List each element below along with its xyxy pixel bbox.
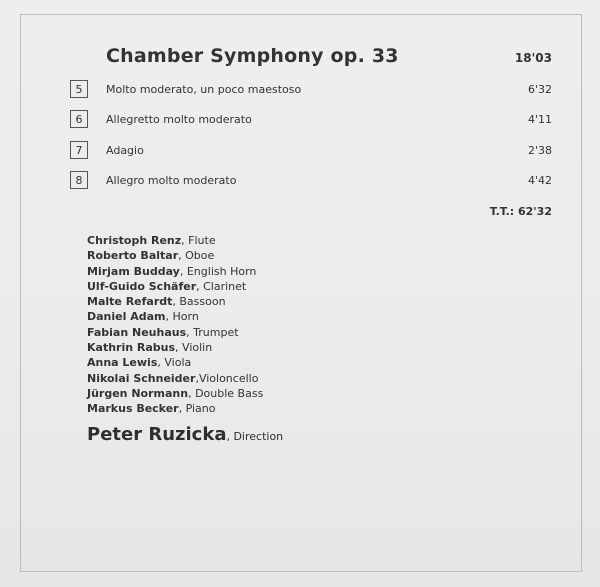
performer xyxy=(87,325,263,340)
track-title: Molto moderato, un poco maestoso xyxy=(106,83,302,96)
work-duration: 18'03 xyxy=(514,51,552,65)
performer xyxy=(87,248,263,263)
track-row xyxy=(70,110,552,130)
performer-role: , Clarinet xyxy=(196,279,247,293)
track-row xyxy=(70,80,552,100)
director-name: Peter Ruzicka xyxy=(87,424,227,445)
track-time: 4'11 xyxy=(527,113,552,126)
performer-role: ,Violoncello xyxy=(195,371,259,385)
performer-role: , Violin xyxy=(175,341,213,355)
performer xyxy=(87,264,263,279)
track-number: 7 xyxy=(70,141,88,159)
performer xyxy=(87,371,263,386)
performer-name: Kathrin Rabus xyxy=(87,341,176,355)
performer-name: Mirjam Budday xyxy=(87,264,180,278)
performer-role: , Bassoon xyxy=(172,295,226,309)
director-role: , Direction xyxy=(226,430,284,443)
performer-name: Nikolai Schneider xyxy=(87,371,196,385)
performer-role: , Oboe xyxy=(178,249,215,263)
performer xyxy=(87,340,263,355)
track-number: 5 xyxy=(70,80,88,98)
performer-role: , Horn xyxy=(165,310,199,324)
performer-role: , Trumpet xyxy=(186,325,239,339)
performer-name: Daniel Adam xyxy=(87,310,166,324)
performer-name: Christoph Renz xyxy=(87,234,182,247)
performer-name: Anna Lewis xyxy=(87,356,158,370)
track-time: 6'32 xyxy=(527,83,552,96)
performer xyxy=(87,279,263,294)
performer xyxy=(87,309,263,324)
performer xyxy=(87,355,263,370)
performer xyxy=(87,401,263,416)
performer-role: , Viola xyxy=(157,356,192,370)
work-title: Chamber Symphony op. 33 xyxy=(106,45,399,67)
track-row xyxy=(70,141,552,161)
performer-role: , Double Bass xyxy=(188,386,264,400)
performer xyxy=(87,294,263,309)
performer-name: Markus Becker xyxy=(87,402,179,416)
performer-role: , Piano xyxy=(178,402,216,416)
performer-list xyxy=(87,233,263,417)
track-row xyxy=(70,171,552,191)
performer xyxy=(87,386,263,401)
track-title: Allegretto molto moderato xyxy=(106,113,252,126)
performer-name: Roberto Baltar xyxy=(87,249,179,263)
total-time: T.T.: 62'32 xyxy=(489,205,552,218)
track-time: 2'38 xyxy=(527,144,552,157)
track-number: 6 xyxy=(70,110,88,128)
performer-role: , English Horn xyxy=(179,264,257,278)
performer-name: Fabian Neuhaus xyxy=(87,325,187,339)
performer-name: Jürgen Normann xyxy=(87,386,189,400)
director-credit xyxy=(87,424,283,445)
performer-name: Malte Refardt xyxy=(87,295,173,309)
track-title: Adagio xyxy=(106,144,144,157)
performer xyxy=(87,233,263,248)
performer-role: , Flute xyxy=(181,234,216,247)
track-title: Allegro molto moderato xyxy=(106,174,237,187)
track-number: 8 xyxy=(70,171,88,189)
track-time: 4'42 xyxy=(527,174,552,187)
performer-name: Ulf-Guido Schäfer xyxy=(87,279,197,293)
